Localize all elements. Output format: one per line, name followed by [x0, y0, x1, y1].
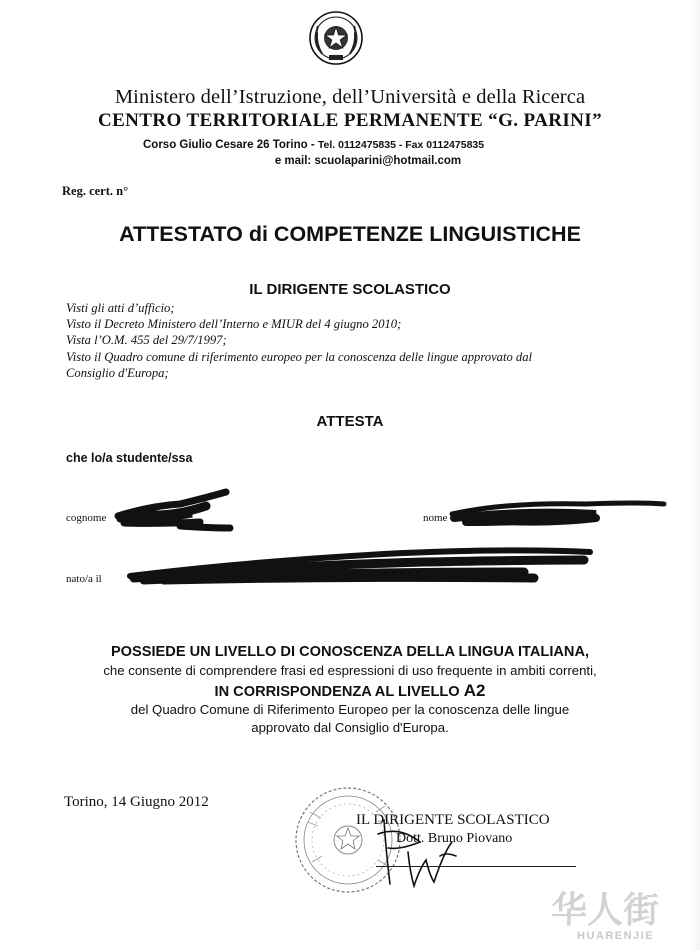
recital-line: Visto il Decreto Ministero dell’Interno e MIUR del 4 giugno 2010;: [66, 317, 402, 332]
director-heading: IL DIRIGENTE SCOLASTICO: [249, 281, 451, 298]
level-description: che consente di comprendere frasi ed espressioni di uso frequente in ambiti correnti,: [103, 663, 597, 678]
recitals: [66, 300, 626, 381]
recital-line: Vista l’O.M. 455 del 29/7/1997;: [66, 333, 227, 348]
surname-label: cognome: [66, 512, 107, 524]
handwritten-signature: [360, 812, 513, 892]
student-intro: che lo/a studente/ssa: [66, 451, 193, 465]
level-code: A2: [463, 681, 486, 700]
document-title: ATTESTATO di COMPETENZE LINGUISTICHE: [119, 222, 581, 246]
watermark-glyphs: 华人街: [551, 890, 660, 931]
level-heading: POSSIEDE UN LIVELLO DI CONOSCENZA DELLA LINGUA ITALIANA,: [110, 644, 590, 660]
recital-line: Consiglio d'Europa;: [66, 365, 169, 380]
centre-email: e mail: scuolaparini@hotmail.com: [274, 155, 462, 167]
scan-edge-shadow: [690, 0, 700, 950]
birth-label: nato/a il: [66, 573, 102, 585]
italian-republic-emblem: [308, 10, 364, 66]
framework-text: del Quadro Comune di Riferimento Europeo per la conoscenza delle lingue: [130, 702, 570, 717]
correspondence-prefix: IN CORRISPONDENZA AL LIVELLO: [214, 684, 464, 700]
centre-name: CENTRO TERRITORIALE PERMANENTE “G. PARINI”: [97, 110, 602, 131]
ministry-name: Ministero dell’Istruzione, dell’Università e della Ricerca: [114, 86, 586, 108]
recital-line: Visto il Quadro comune di riferimento europeo per la conoscenza delle lingue approvato dal: [66, 349, 533, 364]
name-label: nome: [423, 512, 448, 524]
birth-redaction: [124, 540, 594, 586]
signer-name: Dott. Bruno Piovano: [396, 831, 513, 846]
centre-address: [143, 139, 563, 151]
surname-redaction: [110, 488, 240, 534]
address-text: Corso Giulio Cesare 26 Torino -: [143, 139, 318, 151]
approval-text: approvato dal Consiglio d'Europa.: [251, 720, 449, 735]
name-redaction: [446, 496, 668, 528]
level-correspondence: [0, 681, 700, 701]
phone-fax-text: Tel. 0112475835 - Fax 0112475835: [317, 139, 485, 151]
registration-label: Reg. cert. n°: [62, 184, 129, 198]
watermark-text: HUARENJIE: [577, 930, 655, 942]
signer-title: IL DIRIGENTE SCOLASTICO: [356, 812, 550, 828]
attesta-heading: ATTESTA: [316, 413, 384, 430]
place-date: Torino, 14 Giugno 2012: [64, 794, 209, 810]
recital-line: Visti gli atti d’ufficio;: [66, 301, 175, 315]
